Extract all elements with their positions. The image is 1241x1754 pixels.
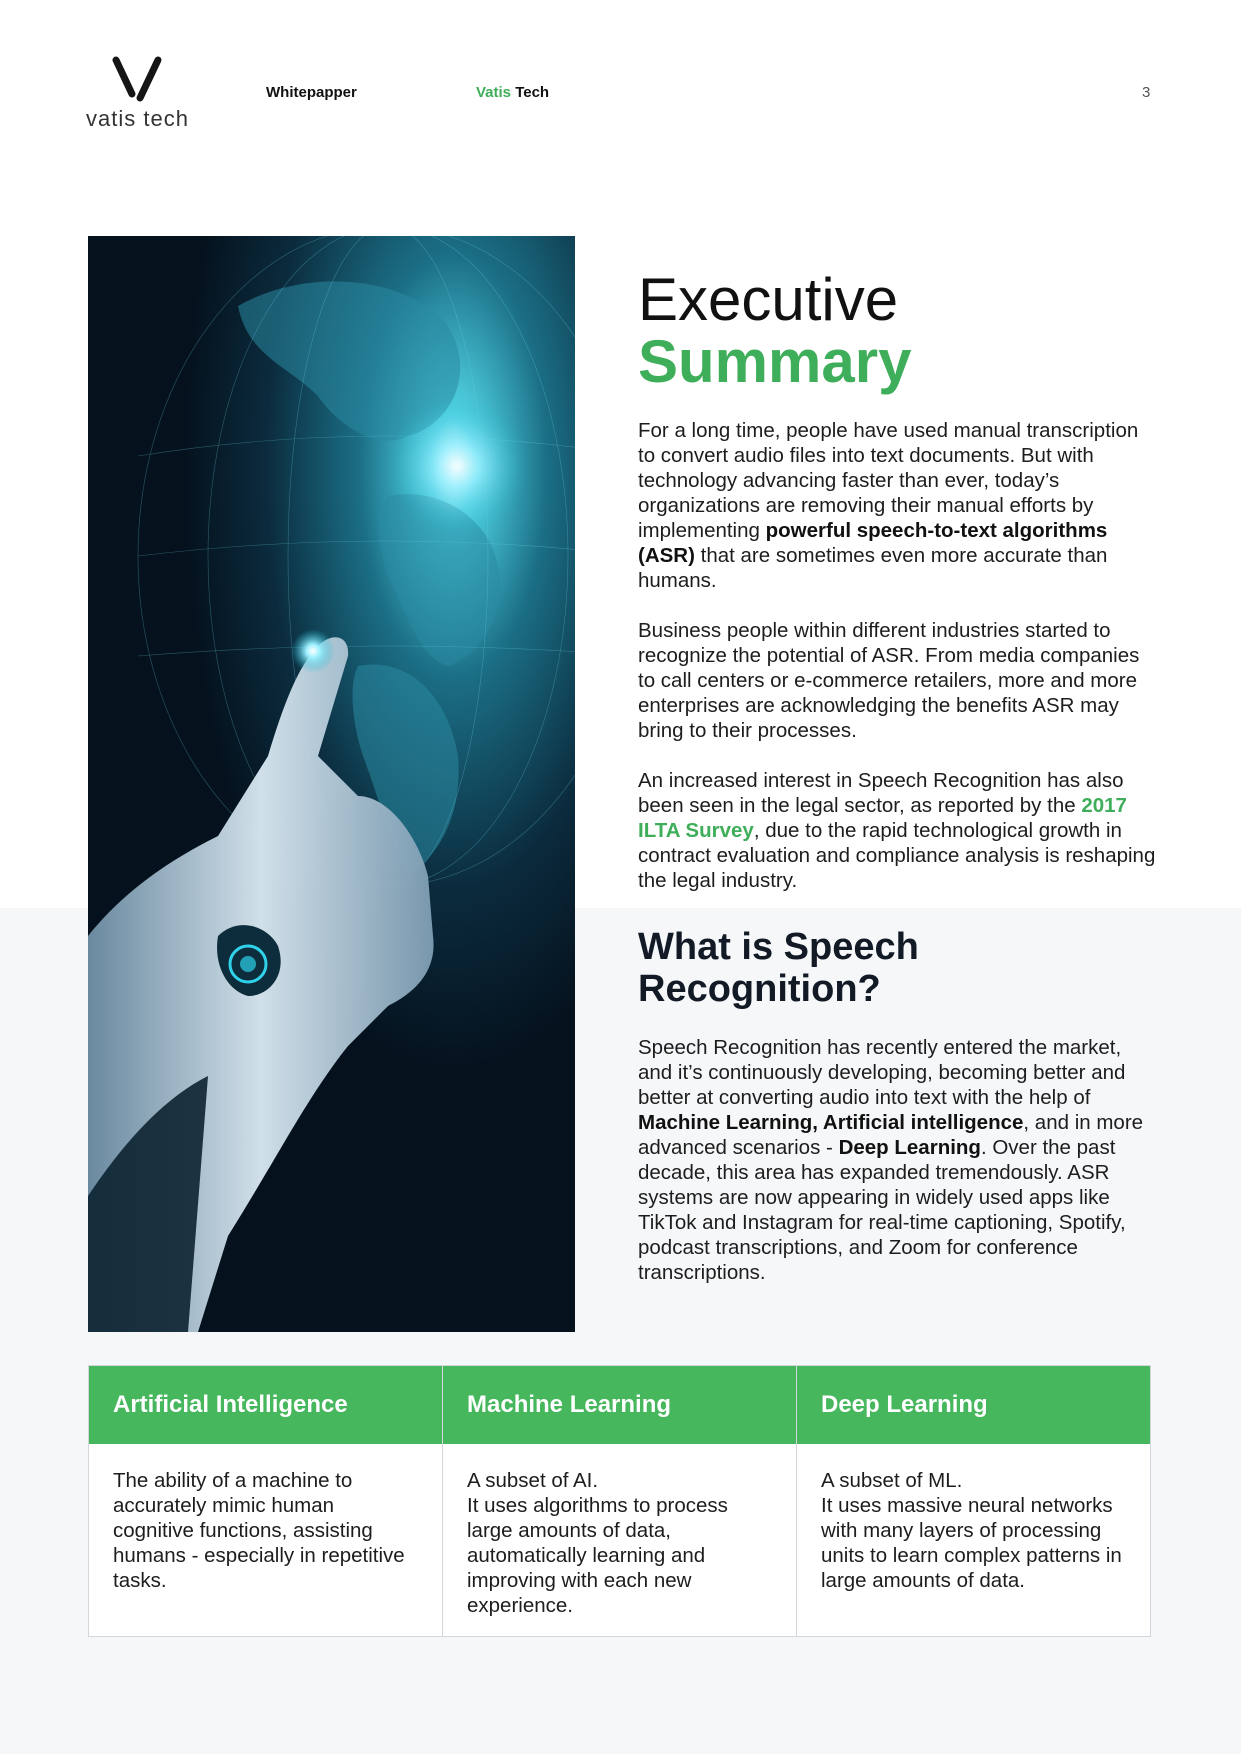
speech-recognition-heading: What is Speech Recognition? [638,926,919,1010]
sr-bold-2: Deep Learning [838,1136,981,1159]
robot-hand-globe-image [88,236,575,1332]
table-cell-line: It uses massive neural networks with many layers of processing units to learn complex patterns in large amounts of data. [821,1494,1122,1592]
table-cell-line: A subset of ML. [821,1469,963,1492]
table-cell-line: The ability of a machine to accurately mimic human cognitive functions, assisting humans - especially in repetitive tasks. [113,1469,405,1592]
table-heading-ml: Machine Learning [443,1366,796,1444]
sr-text-1: Speech Recognition has recently entered the market, and it’s continuously developing, becoming better and better at converting audio into text with the help of [638,1036,1126,1109]
definitions-table [88,1365,1151,1637]
summary-p1-bold: powerful speech-to-text algorithms (ASR) [638,519,1108,567]
brand-label [476,84,549,101]
brand-label-green: Vatis [476,84,512,101]
executive-summary-title-line1: Executive [638,266,899,333]
table-column-ml [443,1366,797,1636]
summary-p1-text-end: that are sometimes even more accurate than humans. [638,544,1108,592]
brand-label-dark: Tech [515,84,550,101]
summary-p3-text-end: , due to the rapid technological growth in contract evaluation and compliance analysis is reshaping the legal industry. [638,819,1156,892]
table-column-ai [89,1366,443,1636]
summary-paragraph-2: Business people within different industries started to recognize the potential of ASR. From media companies to call centers or e-commerce retailers, more and more enterprises are acknowledging the benefits ASR may bring to their processes. [638,619,1140,742]
sr-text-2: , and in more advanced scenarios - [638,1111,1144,1159]
table-heading-dl: Deep Learning [797,1366,1150,1444]
executive-summary-title-line2: Summary [638,328,912,395]
ilta-survey-link[interactable]: 2017 ILTA Survey [638,794,1127,842]
page-number: 3 [1142,84,1151,101]
table-column-dl [797,1366,1150,1636]
sr-bold-1: Machine Learning, Artificial intelligence [638,1111,1024,1134]
speech-recognition-paragraph [638,1035,1158,1285]
sr-text-3: . Over the past decade, this area has expanded tremendously. ASR systems are now appearing in widely used apps like TikTok and Instagram for real-time captioning, Spotify, podcast transcriptions, and Zoom for conference transcriptions. [638,1136,1126,1284]
vatis-tech-logo [86,54,196,144]
table-cell-ml [443,1444,796,1618]
v-logo-icon [108,54,166,104]
document-type-label: Whitepapper [266,84,357,101]
logo-text: vatis tech [86,106,189,131]
table-heading-ai: Artificial Intelligence [89,1366,442,1444]
summary-p1-text: For a long time, people have used manual transcription to convert audio files into text documents. But with technology advancing faster than ever, today’s organizations are removing their manual efforts by implementing [638,419,1139,542]
robot-hand-touching-globe-icon [88,236,575,1332]
summary-paragraph-3 [638,768,1158,893]
table-cell-line: It uses algorithms to process large amounts of data, automatically learning and improving with each new experience. [467,1494,728,1617]
summary-paragraph-1 [638,418,1158,593]
table-cell-line: A subset of AI. [467,1469,599,1492]
table-cell-ai [89,1444,442,1593]
summary-p3-text: An increased interest in Speech Recognition has also been seen in the legal sector, as reported by the [638,769,1124,817]
table-cell-dl [797,1444,1150,1593]
